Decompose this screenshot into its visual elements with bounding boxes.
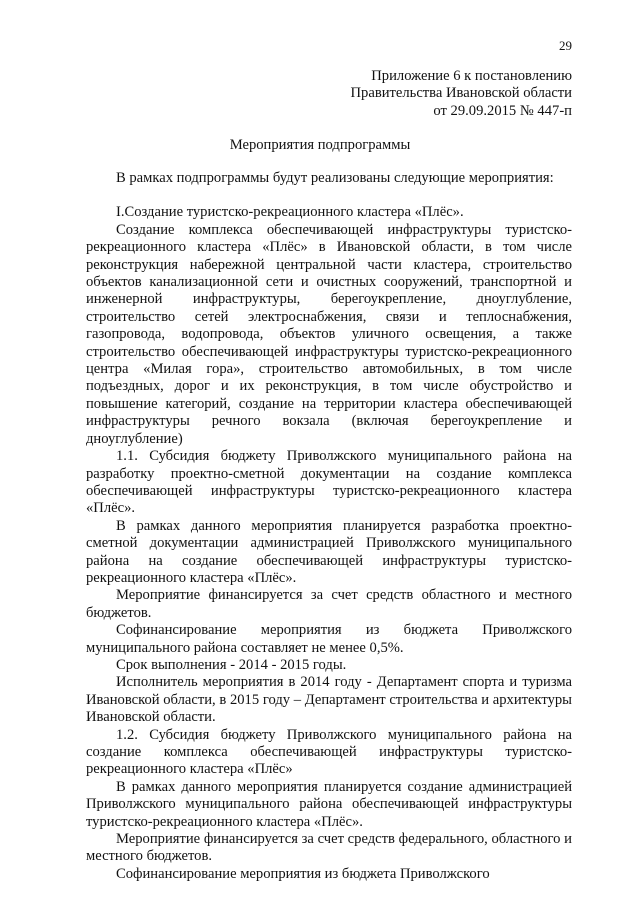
document-body xyxy=(86,170,572,883)
paragraph: 1.1. Субсидия бюджету Приволжского муниципального района на разработку проектно-сметной документации на создание комплекса обеспечивающей инфраструктуры туристско-рекреационного кластера «Плёс». xyxy=(86,448,572,517)
paragraph: Софинансирование мероприятия из бюджета Приволжского xyxy=(116,865,490,882)
paragraph: I.Создание туристско-рекреационного кластера «Плёс». xyxy=(116,204,464,221)
paragraph: В рамках данного мероприятия планируется разработка проектно-сметной документации администрацией Приволжского муниципального района на создание обеспечивающей инфраструктуры туристско-рекреационного кластера «Плёс». xyxy=(86,517,572,586)
document-title: Мероприятия подпрограммы xyxy=(229,137,411,153)
paragraph: В рамках данного мероприятия планируется создание администрацией Приволжского муниципального района обеспечивающей инфраструктуры туристско-рекреационного кластера «Плёс». xyxy=(86,778,572,830)
paragraph: Мероприятие финансируется за счет средств федерального, областного и местного бюджетов. xyxy=(86,831,572,865)
appendix-header xyxy=(351,68,572,120)
appendix-line: Приложение 6 к постановлению xyxy=(371,68,572,84)
paragraph: Срок выполнения - 2014 - 2015 годы. xyxy=(116,656,347,673)
appendix-line: от 29.09.2015 № 447-п xyxy=(433,102,572,119)
appendix-line: Правительства Ивановской области xyxy=(350,85,572,102)
paragraph: 1.2. Субсидия бюджету Приволжского муниципального района на создание комплекса обеспечивающей инфраструктуры туристско-рекреационного кластера «Плёс» xyxy=(86,726,572,778)
paragraph: Исполнитель мероприятия в 2014 году - Департамент спорта и туризма Ивановской области, в 2015 году – Департамент строительства и архитектуры Ивановской области. xyxy=(86,674,572,726)
paragraph: Мероприятие финансируется за счет средств областного и местного бюджетов. xyxy=(86,587,572,621)
paragraph: Софинансирование мероприятия из бюджета Приволжского муниципального района составляет не менее 0,5%. xyxy=(86,622,572,656)
paragraph: В рамках подпрограммы будут реализованы следующие мероприятия: xyxy=(116,170,554,186)
page-number: 29 xyxy=(559,38,572,53)
paragraph: Создание комплекса обеспечивающей инфраструктуры туристско-рекреационного кластера «Плёс» в Ивановской области, в том числе реконструкция набережной центральной части кластера, строительство объектов канализационной сети и очистных сооружений, транспортной и инженерной инфраструктуры, берегоукрепление, дноуглубление, строительство сетей электроснабжения, связи и теплоснабжения, газопровода, водопровода, объектов уличного освещения, а также строительство обеспечивающей инфраструктуры туристско-рекреационного центра «Милая гора», строительство автомобильных, в том числе подъездных, дорог и их реконструкция, в том числе обустройство и повышение категорий, создание на территории кластера обеспечивающей инфраструктуры речного вокзала (включая берегоукрепление и дноуглубление) xyxy=(86,221,572,447)
